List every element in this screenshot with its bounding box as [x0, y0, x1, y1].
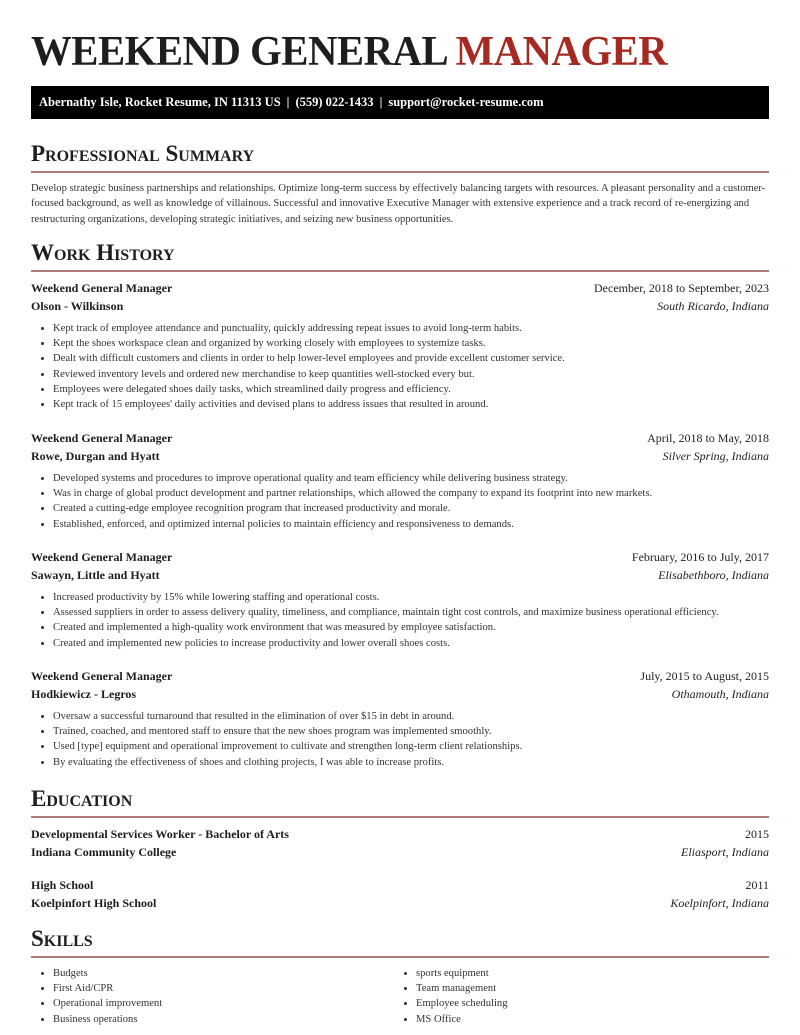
job-location: Othamouth, Indiana — [671, 686, 769, 701]
skill-item: • Business operations — [53, 1012, 394, 1027]
job-header — [31, 430, 769, 448]
skills-column-right — [394, 966, 757, 1027]
job-bullet: • Kept track of 15 employees' daily activities and devised plans to address issues that resulted in around. — [53, 397, 769, 412]
company: Sawayn, Little and Hyatt — [31, 567, 160, 582]
summary-text: Develop strategic business partnerships and relationships. Optimize long-term success by effectively balancing targets with resources. A pleasant personality and a customer-focused background, as well as knowledge of villainous. Successful and innovative Executive Manager with extensive experience and a track record of re-energizing and restructuring organizations, developing strategic initiatives, and seizing new business opportunities. — [31, 183, 766, 225]
education-year: 2015 — [745, 827, 769, 841]
title-main: WEEKEND GENERAL — [31, 29, 446, 75]
company: Rowe, Durgan and Hyatt — [31, 448, 160, 463]
education-heading: Education — [31, 786, 769, 818]
resume-title — [31, 28, 667, 76]
job-dates: July, 2015 to August, 2015 — [640, 669, 769, 683]
job-bullets — [31, 321, 769, 412]
job-bullet: • Assessed suppliers in order to assess delivery quality, timeliness, and compliance, maintain tight cost controls, and maximize business operational efficiency. — [53, 605, 769, 620]
skill-item: • Employee scheduling — [416, 996, 757, 1011]
job-dates: December, 2018 to September, 2023 — [594, 281, 769, 295]
education-entry — [31, 826, 769, 861]
job-entry — [31, 549, 769, 651]
education-header — [31, 826, 769, 844]
school: Indiana Community College — [31, 844, 177, 859]
degree: Developmental Services Worker - Bachelor of Arts — [31, 827, 289, 841]
job-entry — [31, 668, 769, 770]
phone: (559) 022-1433 — [295, 95, 374, 109]
education-subheader — [31, 895, 769, 913]
job-bullet: • Trained, coached, and mentored staff to ensure that the new shoes program was implemented smoothly. — [53, 724, 769, 739]
separator: | — [286, 95, 290, 109]
job-bullets — [31, 709, 769, 770]
degree: High School — [31, 878, 94, 892]
job-header — [31, 280, 769, 298]
contact-bar — [31, 86, 769, 119]
job-header — [31, 668, 769, 686]
job-location: Elisabethboro, Indiana — [658, 567, 769, 582]
title-accent: MANAGER — [455, 29, 668, 75]
job-bullet: • Developed systems and procedures to improve operational quality and team efficiency while delivering business strategy. — [53, 471, 769, 486]
job-bullet: • Created and implemented new policies to increase productivity and lower overall shoes costs. — [53, 636, 769, 651]
address: Abernathy Isle, Rocket Resume, IN 11313 US — [39, 95, 281, 109]
job-title: Weekend General Manager — [31, 669, 173, 683]
separator: | — [379, 95, 383, 109]
job-subheader — [31, 298, 769, 316]
job-dates: February, 2016 to July, 2017 — [631, 550, 769, 564]
school: Koelpinfort High School — [31, 895, 157, 910]
job-entry — [31, 280, 769, 412]
job-title: Weekend General Manager — [31, 431, 173, 445]
job-entry — [31, 430, 769, 532]
job-bullet: • Created a cutting-edge employee recognition program that increased productivity and morale. — [53, 501, 769, 516]
job-bullet: • Reviewed inventory levels and ordered new merchandise to keep quantities well-stocked every but. — [53, 367, 769, 382]
company: Hodkiewicz - Legros — [31, 686, 137, 701]
job-header — [31, 549, 769, 567]
summary-heading: Professional Summary — [31, 141, 769, 173]
education-entry — [31, 877, 769, 912]
job-bullet: • Employees were delegated shoes daily tasks, which streamlined daily progress and efficiency. — [53, 382, 769, 397]
work-history-heading: Work History — [31, 240, 769, 272]
job-bullet: • Oversaw a successful turnaround that resulted in the elimination of over $15 in debt in around. — [53, 709, 769, 724]
education-location: Eliasport, Indiana — [680, 844, 769, 859]
job-location: Silver Spring, Indiana — [662, 448, 769, 463]
skills-column-left — [31, 966, 394, 1027]
skill-item: • First Aid/CPR — [53, 981, 394, 996]
skill-item: • Budgets — [53, 966, 394, 981]
education-header — [31, 877, 769, 895]
job-bullets — [31, 471, 769, 532]
skills-heading: Skills — [31, 926, 769, 958]
job-bullet: • Established, enforced, and optimized internal policies to maintain efficiency and responsiveness to demands. — [53, 517, 769, 532]
education-location: Koelpinfort, Indiana — [670, 895, 769, 910]
job-subheader — [31, 686, 769, 704]
job-bullet: • By evaluating the effectiveness of shoes and clothing projects, I was able to increase profits. — [53, 755, 769, 770]
skill-item: • MS Office — [416, 1012, 757, 1027]
company: Olson - Wilkinson — [31, 298, 124, 313]
skill-item: • sports equipment — [416, 966, 757, 981]
job-subheader — [31, 567, 769, 585]
job-title: Weekend General Manager — [31, 550, 173, 564]
skill-item: • Team management — [416, 981, 757, 996]
email-link[interactable]: support@rocket-resume.com — [388, 95, 544, 109]
job-bullet: • Kept track of employee attendance and punctuality, quickly addressing repeat issues to avoid long-term habits. — [53, 321, 769, 336]
skills-list — [31, 966, 769, 1027]
job-bullet: • Created and implemented a high-quality work environment that was measured by employee satisfaction. — [53, 620, 769, 635]
job-bullet: • Was in charge of global product development and partner relationships, which allowed the company to expand its footprint into new markets. — [53, 486, 769, 501]
job-bullet: • Dealt with difficult customers and clients in order to help lower-level employees and provide excellent customer service. — [53, 351, 769, 366]
job-bullet: • Used [type] equipment and operational improvement to cultivate and strengthen long-term client relationships. — [53, 739, 769, 754]
job-bullet: • Increased productivity by 15% while lowering staffing and operational costs. — [53, 590, 769, 605]
job-subheader — [31, 448, 769, 466]
education-subheader — [31, 844, 769, 862]
job-bullets — [31, 590, 769, 651]
job-bullet: • Kept the shoes workspace clean and organized by working closely with employees to systemize tasks. — [53, 336, 769, 351]
skill-item: • Operational improvement — [53, 996, 394, 1011]
education-year: 2011 — [745, 878, 769, 892]
job-title: Weekend General Manager — [31, 281, 173, 295]
job-dates: April, 2018 to May, 2018 — [647, 431, 769, 445]
job-location: South Ricardo, Indiana — [657, 298, 769, 313]
